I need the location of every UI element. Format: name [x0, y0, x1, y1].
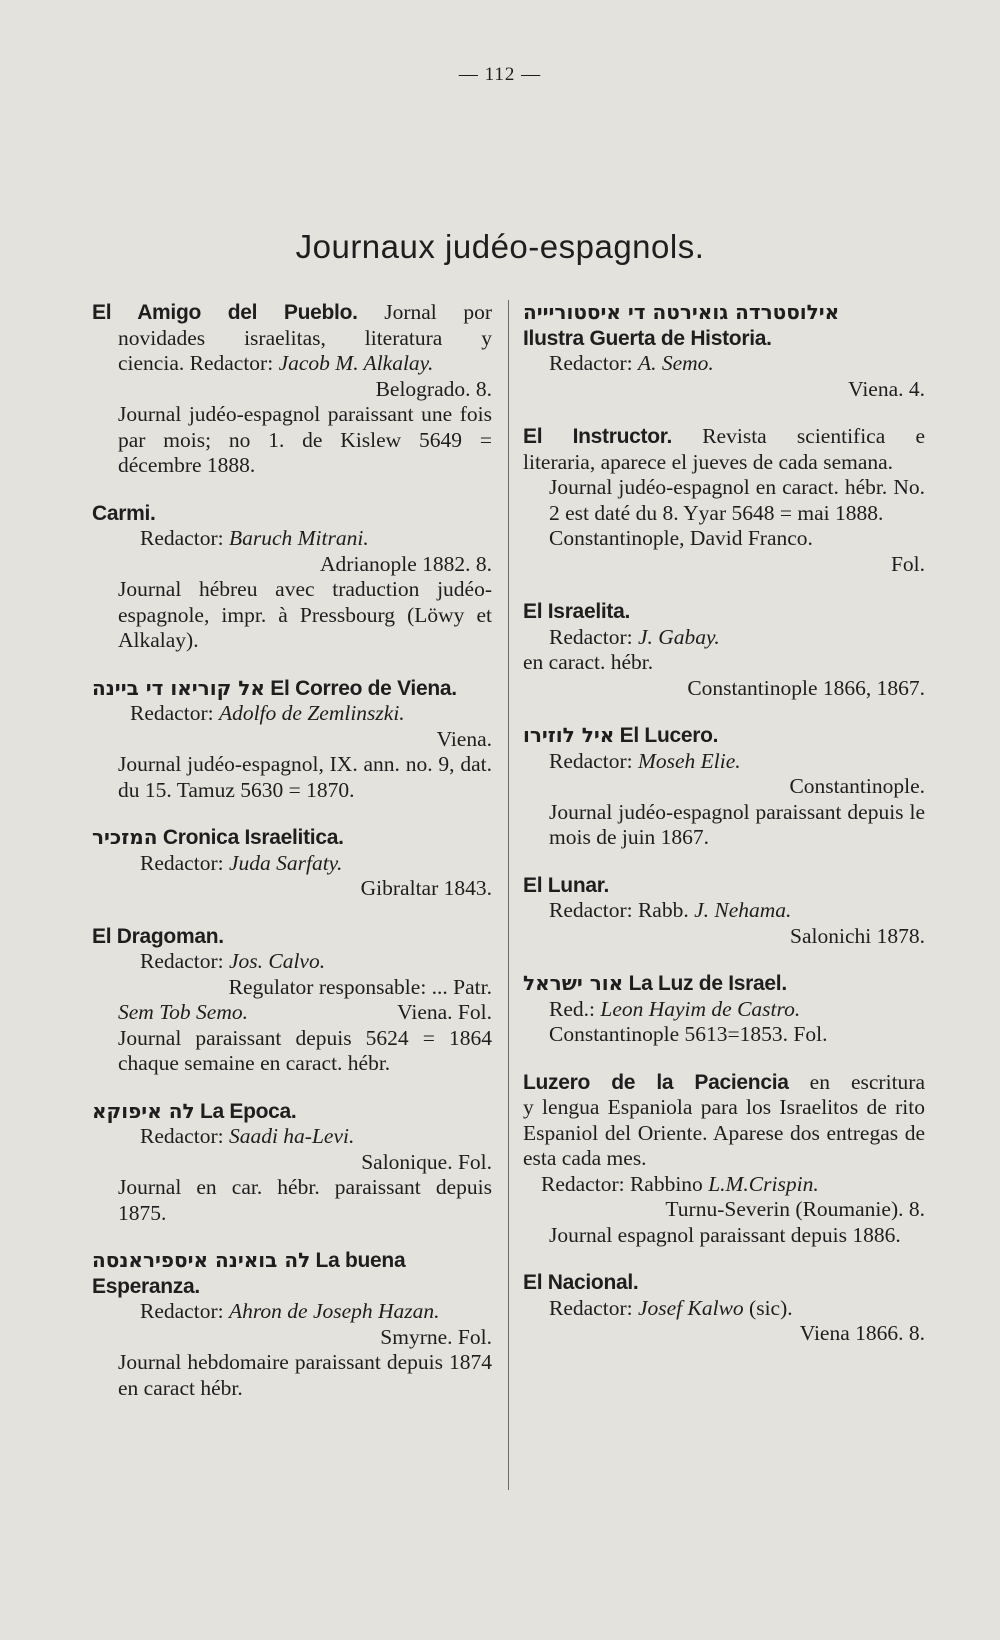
entry-el-dragoman	[92, 924, 492, 1077]
entry-name: Ilustra Guerta de Historia.	[523, 326, 772, 350]
entry-place: Adrianople 1882. 8.	[320, 551, 492, 576]
entry-place: Viena 1866. 8.	[799, 1321, 925, 1345]
entry-name: El Correo de Viena.	[270, 676, 457, 700]
entry-name: Luzero de la Paciencia	[523, 1070, 789, 1094]
hebrew-title: איל לוזירו	[523, 723, 615, 747]
entry-name: El Nacional.	[523, 1271, 639, 1294]
entry-place: Viena. Fol.	[397, 1000, 492, 1024]
entry-el-instructor	[523, 424, 925, 577]
hebrew-title: אור ישראל	[523, 971, 624, 995]
entry-name: El Instructor.	[523, 425, 672, 448]
redactor-name: Jacob M. Alkalay.	[278, 351, 434, 375]
redactor-name: J. Nehama.	[694, 898, 792, 922]
redactor-label: Redactor:	[140, 1124, 224, 1148]
entry-el-nacional	[523, 1270, 925, 1347]
redactor-label: Redactor:	[130, 701, 214, 725]
redactor-name: L.M.Crispin.	[708, 1171, 819, 1196]
entry-place: Salonique. Fol.	[361, 1149, 492, 1174]
right-column	[523, 300, 925, 1369]
entry-note: y lengua Espaniola para los Israelitos de rito Espaniol del Oriente. Aparese dos entregas de esta cada mes.	[523, 1095, 925, 1170]
entry-name: El Dragoman.	[92, 924, 224, 948]
entry-note: Journal espagnol paraissant depuis 1886.	[549, 1222, 901, 1247]
entry-name: El Lucero.	[619, 724, 719, 747]
regulator-name: Sem Tob Semo.	[118, 1000, 248, 1024]
entry-name: El Israelita.	[523, 600, 630, 623]
redactor-name: J. Gabay.	[637, 624, 720, 649]
entry-place: Constantinople 1866, 1867.	[687, 675, 925, 700]
entry-note: Journal judéo-espagnol paraissant depuis le mois de juin 1867.	[549, 799, 925, 849]
redactor-name: Jos. Calvo.	[228, 949, 326, 973]
redactor-label: Redactor:	[549, 748, 633, 773]
entry-place: Turnu-Severin (Roumanie). 8.	[665, 1197, 925, 1221]
entry-el-lucero	[523, 723, 925, 851]
entry-name: La buena Esperanza.	[92, 1249, 406, 1298]
entry-description: Revista scientifica e	[702, 424, 926, 448]
entry-place: Constantinople 5613=1853. Fol.	[549, 1022, 828, 1046]
entry-la-luz-de-israel	[523, 971, 925, 1048]
entry-line: novidades israelitas, literatura y	[118, 325, 492, 350]
hebrew-title: לה איפוקא	[92, 1098, 195, 1123]
hebrew-title: אל קוריאו די ביינה	[92, 675, 265, 700]
redactor-name: Moseh Elie.	[637, 748, 741, 773]
redactor-prefix: Rabb.	[637, 898, 689, 922]
entry-luzero-de-la-paciencia	[523, 1070, 925, 1249]
column-divider	[508, 300, 509, 1490]
redactor-name: Adolfo de Zemlinszki.	[218, 701, 405, 725]
entry-note: Journal hebdomaire paraissant depuis 1874 en caract hébr.	[118, 1350, 492, 1400]
redactor-label: Redactor:	[549, 624, 633, 649]
entry-note: Journal paraissant depuis 5624 = 1864 chaque semaine en caract. hébr.	[118, 1025, 492, 1075]
entry-name: Cronica Israelitica.	[162, 826, 344, 849]
entry-la-buena-esperanza	[92, 1248, 492, 1401]
page-number: — 112 —	[458, 64, 542, 85]
entry-note: en caract. hébr.	[523, 650, 654, 674]
entry-carmi	[92, 501, 492, 654]
entry-place: Belogrado. 8.	[375, 376, 492, 401]
entry-name: La Luz de Israel.	[628, 972, 787, 995]
entry-name: La Epoca.	[199, 1099, 297, 1123]
entry-el-correo-de-viena	[92, 676, 492, 804]
entry-cronica-israelitica	[92, 825, 492, 902]
redactor-name: Juda Sarfaty.	[228, 850, 343, 875]
entry-place: Viena.	[436, 726, 492, 751]
entry-el-amigo-del-pueblo	[92, 300, 492, 479]
entry-note: Journal hébreu avec traduction judéo-espagnole, impr. à Pressbourg (Löwy et Alkalay).	[118, 577, 492, 652]
redactor-label: Redactor:	[140, 850, 224, 875]
regulator-line: Regulator responsable: ... Patr.	[228, 974, 492, 999]
page-title: Journaux judéo-espagnols.	[295, 228, 705, 265]
redactor-label: Redactor:	[549, 898, 633, 922]
entry-description: en escritura	[809, 1069, 925, 1094]
entry-el-lunar	[523, 873, 925, 950]
entry-note: Journal judéo-espagnol paraissant une fois par mois; no 1. de Kislew 5649 = décembre 1888.	[118, 402, 492, 477]
entry-ilustra-guerta-de-historia	[523, 300, 925, 402]
entry-note: literaria, aparece el jueves de cada semana.	[523, 449, 894, 474]
entry-place: Viena. 4.	[848, 376, 925, 401]
entry-place: Constantinople, David Franco.	[549, 526, 813, 550]
entry-el-israelita	[523, 599, 925, 701]
redactor-label: Redactor:	[549, 1295, 633, 1320]
entry-name: El Lunar.	[523, 873, 609, 897]
entry-line: ciencia. Redactor:	[118, 351, 274, 375]
entry-name: El Amigo del Pueblo.	[92, 301, 358, 324]
entry-place: Gibraltar 1843.	[360, 876, 492, 900]
entry-name: Carmi.	[92, 501, 156, 525]
entry-place: Salonichi 1878.	[790, 923, 925, 948]
redactor-label: Redactor:	[140, 949, 224, 973]
entry-format: Fol.	[890, 551, 925, 576]
entry-la-epoca	[92, 1099, 492, 1227]
redactor-label: Redactor:	[140, 1299, 224, 1323]
redactor-name: Baruch Mitrani.	[228, 526, 369, 550]
left-column	[92, 300, 492, 1423]
entry-place: Smyrne. Fol.	[380, 1324, 492, 1349]
redactor-label: Redactor:	[140, 526, 224, 550]
hebrew-title: לה בואינה איספיראנסה	[92, 1248, 311, 1272]
entry-note: Journal judéo-espagnol, IX. ann. no. 9, dat. du 15. Tamuz 5630 = 1870.	[118, 752, 492, 802]
redactor-name: Josef Kalwo	[637, 1295, 744, 1320]
redactor-label: Red.:	[549, 996, 595, 1021]
hebrew-title: אילוסטרדה גואירטה די איסטוריייה	[523, 300, 840, 324]
entry-description: Jornal por	[384, 300, 493, 324]
redactor-name: A. Semo.	[637, 351, 714, 375]
entry-place: Constantinople.	[789, 774, 925, 798]
redactor-name: Ahron de Joseph Hazan.	[228, 1299, 440, 1323]
entry-note: Journal judéo-espagnol en caract. hébr. No. 2 est daté du 8. Yyar 5648 = mai 1888.	[549, 475, 925, 525]
redactor-label: Redactor: Rabbino	[541, 1171, 703, 1196]
hebrew-title: המזכיר	[92, 825, 158, 849]
redactor-label: Redactor:	[549, 351, 633, 375]
entry-note: Journal en car. hébr. paraissant depuis 1875.	[118, 1175, 492, 1225]
redactor-name: Saadi ha-Levi.	[228, 1124, 355, 1148]
redactor-suffix: (sic).	[749, 1295, 793, 1320]
redactor-name: Leon Hayim de Castro.	[600, 996, 801, 1021]
